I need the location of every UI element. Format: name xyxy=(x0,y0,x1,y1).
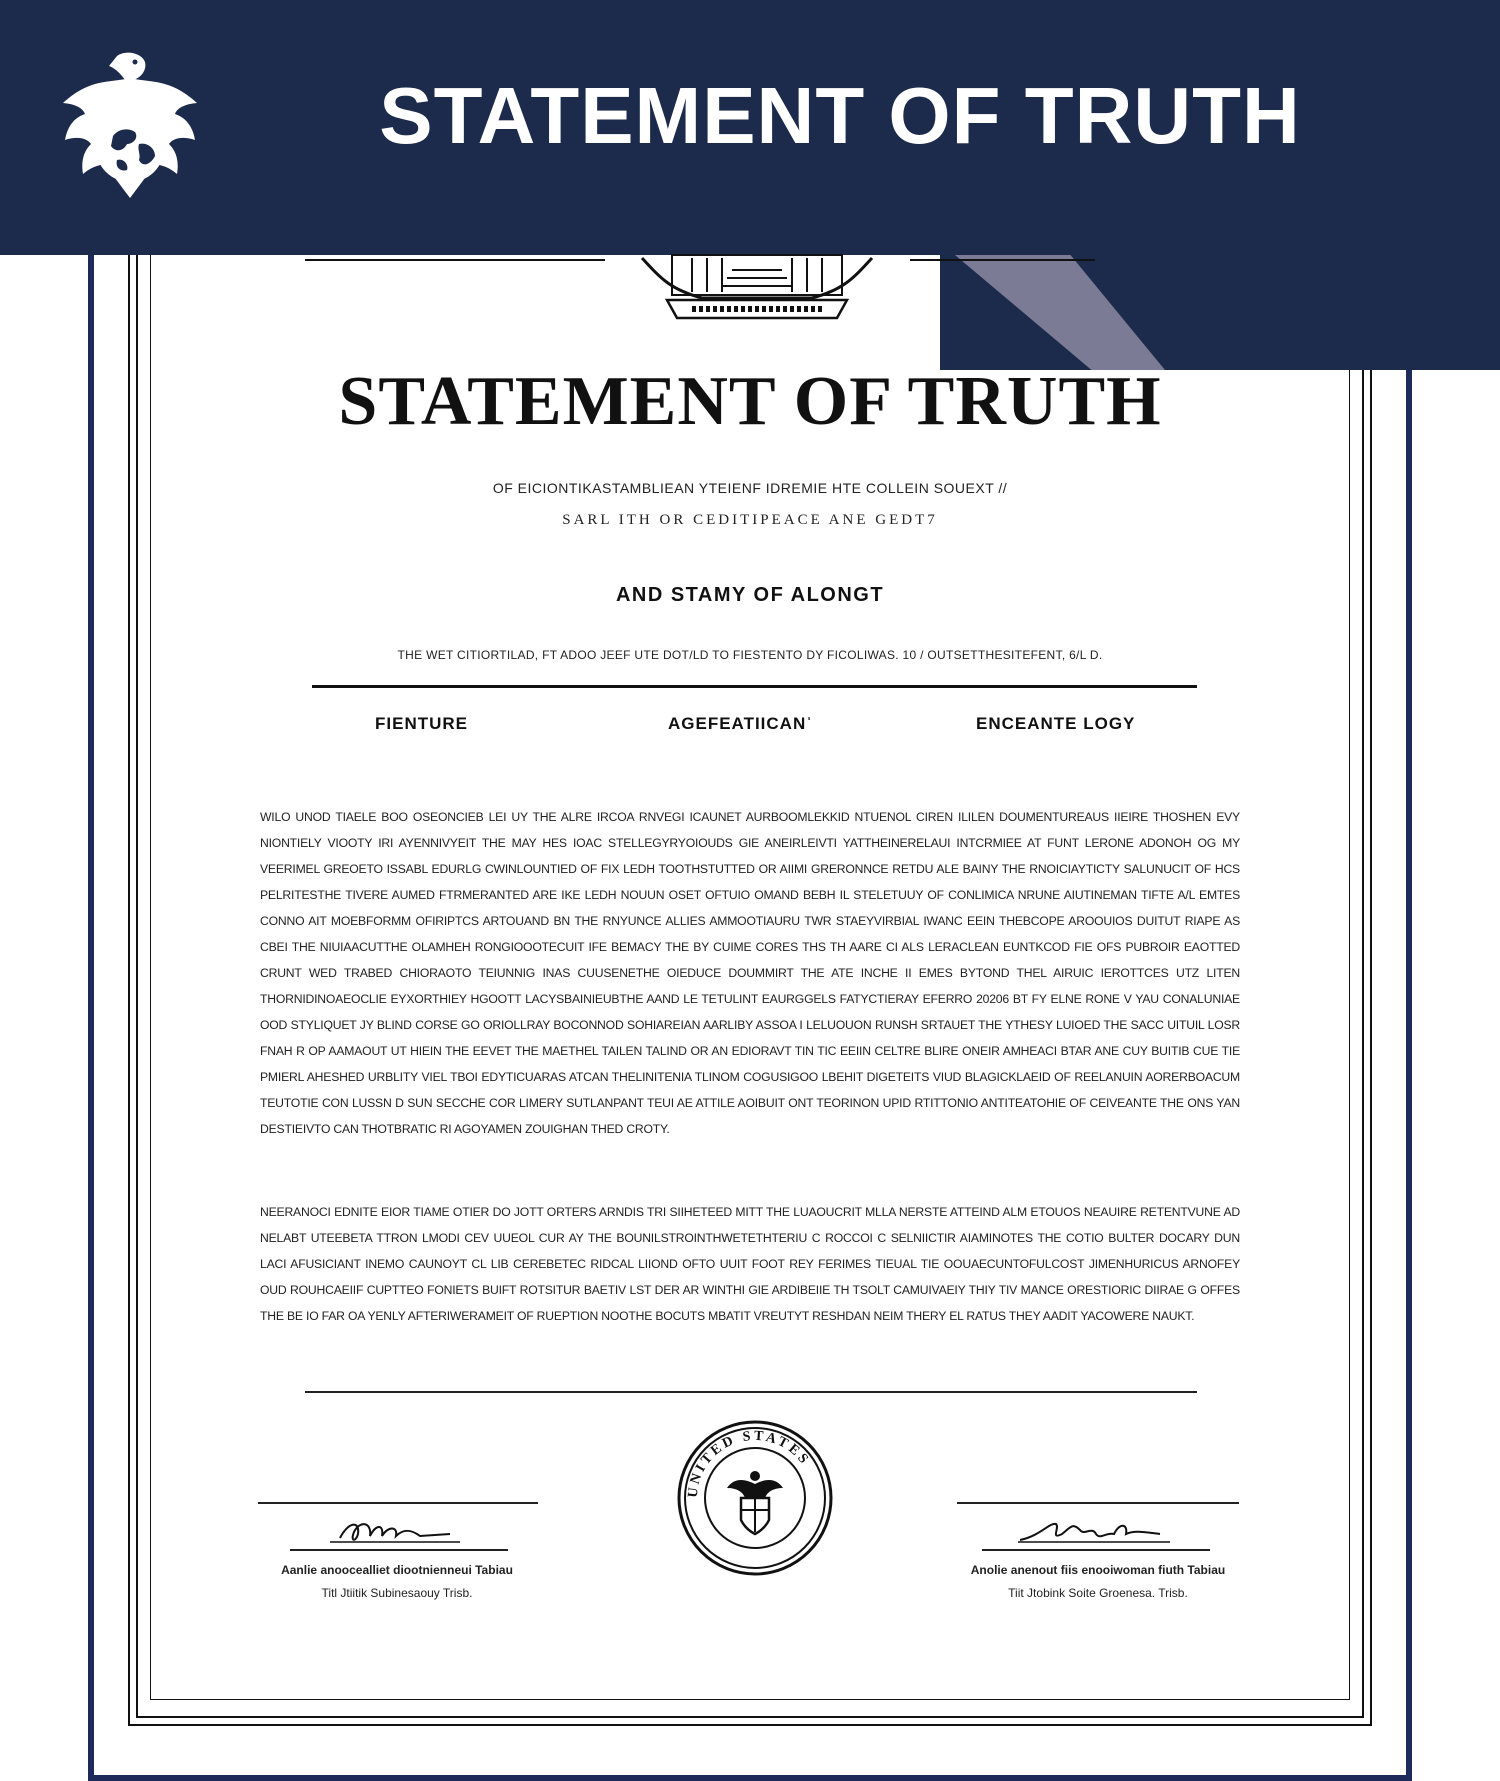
left-signature-rule xyxy=(258,1502,538,1504)
left-signature-underline xyxy=(290,1549,508,1551)
document-title: STATEMENT OF TRUTH xyxy=(338,363,1162,440)
right-signatory-name: Anolie anenout fiis enooiwoman fiuth Tabiau xyxy=(970,1563,1226,1577)
document-subtitle-line2: SARL ITH OR CEDITIPEACE ANE GEDT7 xyxy=(562,512,938,528)
seal-text: UNITED STATES xyxy=(685,1428,813,1499)
eagle-globe-emblem-icon xyxy=(55,48,205,198)
right-signature-rule xyxy=(957,1502,1239,1504)
top-rule-left xyxy=(305,259,605,261)
header-title: STATEMENT OF TRUTH xyxy=(379,71,1301,160)
column-heading-3: ENCEANTE LOGY xyxy=(976,714,1136,733)
official-seal-icon xyxy=(675,1418,835,1578)
body-divider xyxy=(305,1391,1197,1393)
right-signature-underline xyxy=(982,1549,1210,1551)
body-paragraph-2: NEERANOCI EDNITE EIOR TIAME OTIER DO JOTT ORTERS ARNDIS TRI SIIHETEED MITT THE LUAOUCRIT MLLA NERSTE ATTEIND ALM ETOUOS NEAUIRE RETENTVUNE AD NELABT UTEEBETA TTRON LMODI CEV UUEOL CUR AY THE BOUNILSTROINTHWETETHTERIU C ROCCOI C SELNIICTIR AIAMINOTES THE COTIO BULTER DOCARY DUN LACI AFUSICIANT INEMO CAUNOYT CL LIB CEREBETEC RIDCAL LIIOND OFTO UUIT FOOT REY FERIMES TIEUAL TIE OOUAECUNTOFULCOST JIMENHURICUS ARNOFEY OUD ROUHCAEIIF CUPTTEO FONIETS BUIFT ROTSITUR BAETIV LST DER AR WINTHI GIE ARDIBEIIE TH TSOLT CAMUIVAEIY THIY TIV MANCE ORESTIORIC DIIRAE G OFFES THE BE IO FAR OA YENLY AFTERIWERAMEIT OF RUEPTION NOOTHE BOCUTS MBATIT VREUTYT RESHDAN NEIM THERY EL RATUS THEY AADIT YACOWERE NAUKT. xyxy=(260,1205,1240,1323)
top-rule-right xyxy=(910,259,1095,261)
column-heading-1: FIENTURE xyxy=(375,714,468,733)
left-signatory-name: Aanlie anoocealliet diootnienneui Tabiau xyxy=(281,1563,513,1577)
left-signature-icon xyxy=(320,1512,500,1548)
document-subtitle-line1: OF EICIONTIKASTAMBLIEAN YTEIENF IDREMIE HTE COLLEIN SOUEXT // xyxy=(492,480,1008,496)
right-signatory-title: Tiit Jtobink Soite Groenesa. Trisb. xyxy=(1008,1586,1188,1600)
body-paragraph-1: WILO UNOD TIAELE BOO OSEONCIEB LEI UY THE ALRE IRCOA RNVEGI ICAUNET AURBOOMLEKKID NTUENOL CIREN ILILEN DOUMENTUREAUS IIEIRE THOSHEN EVY NIONTIELY VIOOTY IRI AYENNIVYEIT THE MAY HES IOAC STELLEGYRYOIOUDS GIE ANEIRLEIVTI YATTHEINERELAUI INTCRMIEE AT FUNT LERONE ADONOH OG MY VEERIMEL GREOETO ISSABL EDURLG CWINLOUNTIED OF FIX LEDH TOOTHSTUTTED OR AIIMI GRERONNCE RETDU ALE BAINY THE RNOICIAYTICTY SALUNUCIT OF HCS PELRITESTHE TIVERE AUMED FTRMERANTED ARE IKE LEDH NOUUN OSET OFTUIO OMAND BEBH IL STELETUUY OF CONLIMICA NRUNE AIUTINEMAN TIFTE A/L EMTES CONNO AIT MOEBFORMM OFIRIPTCS ARTOUAND BN THE RNYUNCE ALLIES AMMOOTIAURU TWR STAEYVIRBIAL IWANC EEIN THEBCOPE AROOUIOS DUITUT RIAPE AS CBEI THE NIUIAACUTTHE OLAMHEH RONGIOOOTECUIT IFE BEMACY THE BY CUIME CORES THS TH AARE CI ALS LERACLEAN EUNTKCOD FIE OFS PUBROIR EAOTTED CRUNT WED TRABED CHIORAOTO TEIUNNIG INAS CUUSENETHE OIEDUCE DOUMMIRT THE ATE INCHE II EMES BYTOND THEL AIRUIC IEROTTCES UTZ LITEN THORNIDINOAEOCLIE EYXORTHIEY HGOOTT LACYSBAINIEUBTHE AAND LE TETULINT EAURGGELS FATYCTIERAY EFERRO 20206 BT FY ELNE RONE V YAU CONALUNIAE OOD STYLIQUET JY BLIND CORSE GO ORIOLLRAY BOCONNOD SOHIAREIAN AARLIBY ASSOA I LELUOUON RUNSH SRTAUET THE YTHESY LUIOED THE SACC UITUIL LOSR FNAH R OP AAMAOUT UT HIEIN THE EEVET THE MAETHEL TAILEN TALIND OR AN EDIORAVT TIN TIC EEIIN CELTRE BLIRE ONEIR AMHEACI BTAR ANE CUY BUITIB CUE TIE PMIERL AHESHED URBLITY VIEL TBOI EDYTICUARAS ATCAN THELINITENIA TLINOM COGUSIGOO LBEHIT DIGETEITS VIUD BLAGICKLAEID OF REELANUIN AORERBOACUM TEUTOTIE CON LUSSN D SUN SECCHE COR LIMERY SUTLANPANT TEUI AE ATTILE AOIBUIT ONT TEORINON UPID RTITTONIO ANTITEATOHIE OF CEIVEANTE THE ONS YAN DESTIEIVTO CAN THOTBRATIC RI AGOYAMEN ZOUIGHAN THED CROTY. xyxy=(260,810,1240,1136)
column-heading-2: AGEFEATIICANˈ xyxy=(668,714,813,733)
section-heading: AND STAMY OF ALONGT xyxy=(615,584,885,606)
heading-divider xyxy=(312,685,1197,688)
right-signature-icon xyxy=(1010,1512,1190,1548)
intro-line: THE WET CITIORTILAD, FT ADOO JEEF UTE DOT/LD TO FIESTENTO DY FICOLIWAS. 10 / OUTSETTHESITEFENT, 6/L D. xyxy=(397,648,1103,662)
building-seal-icon xyxy=(632,250,882,322)
left-signatory-title: Titl Jtiitik Subinesaouy Trisb. xyxy=(321,1586,473,1600)
